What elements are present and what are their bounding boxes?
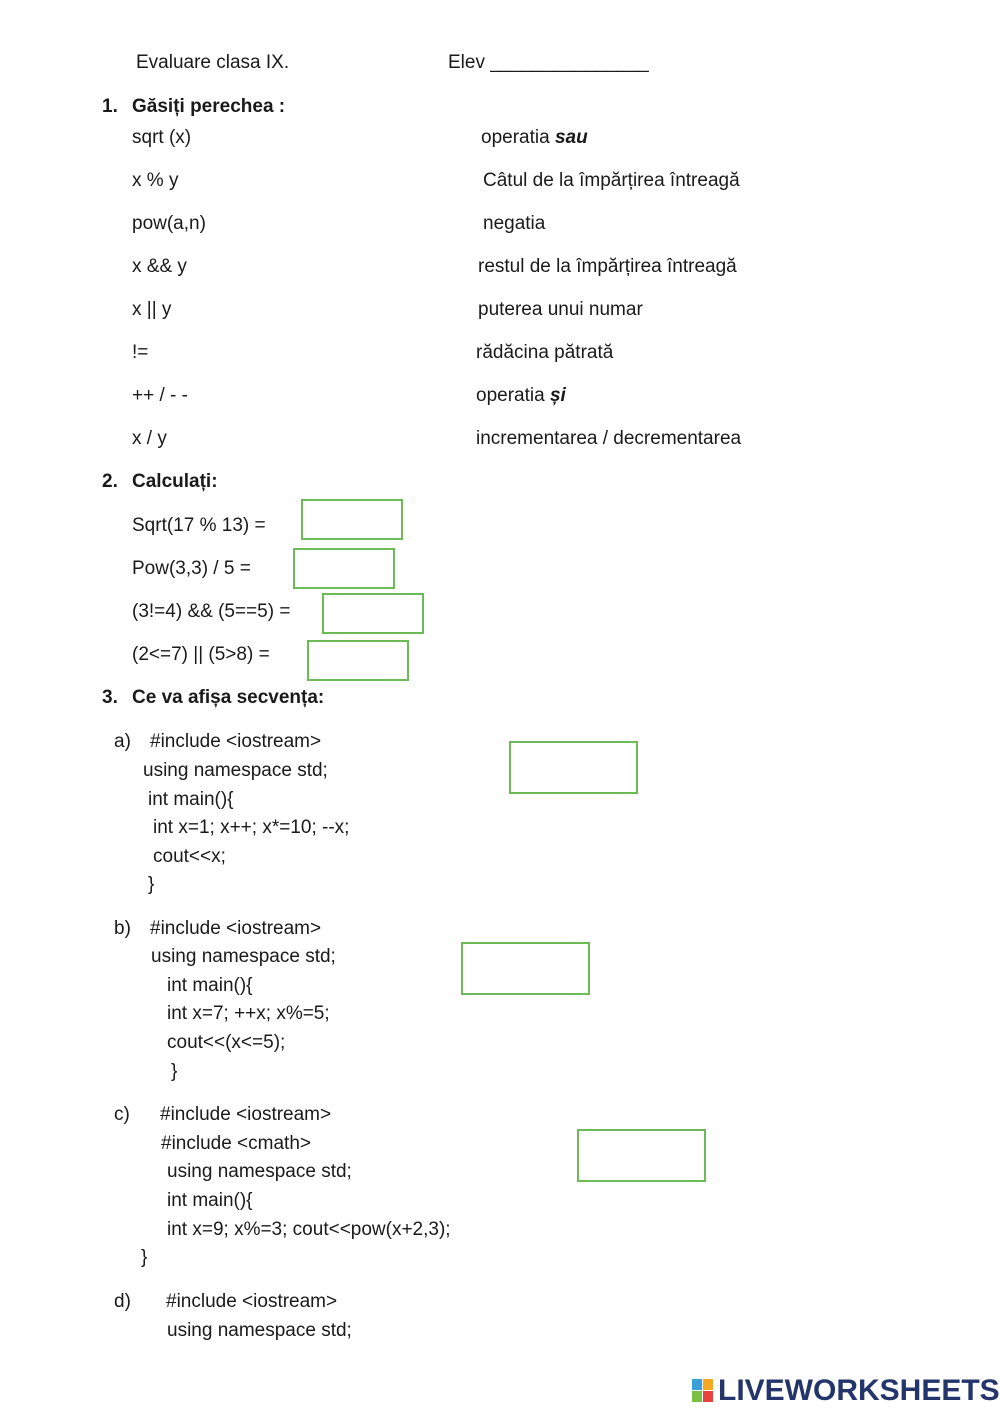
code-line: using namespace std; — [151, 946, 336, 967]
q1-right-item: negatia — [483, 213, 546, 234]
q2-title: Calculați: — [132, 471, 218, 492]
q1-left-item: x % y — [132, 170, 179, 191]
code-line: int main(){ — [167, 975, 253, 996]
q2-answer-box-4[interactable] — [307, 640, 409, 681]
student-name-label: Elev _______________ — [448, 52, 649, 73]
code-line: using namespace std; — [167, 1161, 352, 1182]
q1-left-item: x && y — [132, 256, 187, 277]
code-line: using namespace std; — [167, 1320, 352, 1341]
q3c-answer-box[interactable] — [577, 1129, 706, 1182]
q3a-answer-box[interactable] — [509, 741, 638, 794]
q1-left-item: x || y — [132, 299, 172, 320]
q2-answer-box-2[interactable] — [293, 548, 395, 589]
code-line: using namespace std; — [143, 760, 328, 781]
q1-emphasis: sau — [554, 127, 588, 148]
liveworksheets-brand: LIVEWORKSHEETS — [718, 1374, 1000, 1407]
code-line: } — [148, 874, 155, 895]
q1-right-item: incrementarea / decrementarea — [476, 428, 742, 449]
liveworksheets-icon — [692, 1379, 714, 1403]
q1-left-item: pow(a,n) — [132, 213, 206, 234]
q1-right-item: restul de la împărțirea întreagă — [478, 256, 737, 277]
code-line: } — [141, 1247, 148, 1268]
q2-answer-box-3[interactable] — [322, 593, 424, 634]
q2-answer-box-1[interactable] — [301, 499, 403, 540]
q1-right-item: operatia sau — [481, 127, 588, 148]
q2-number: 2. — [102, 471, 118, 492]
q3a-label: a) — [114, 731, 131, 752]
code-line: int x=9; x%=3; cout<<pow(x+2,3); — [167, 1219, 451, 1240]
q2-expression: Pow(3,3) / 5 = — [132, 558, 251, 579]
q3d-label: d) — [114, 1291, 131, 1312]
code-line: #include <iostream> — [160, 1104, 332, 1125]
q3-number: 3. — [102, 687, 118, 708]
q3b-label: b) — [114, 918, 131, 939]
q1-right-item: rădăcina pătrată — [476, 342, 614, 363]
q1-right-item: puterea unui numar — [478, 299, 643, 320]
q2-expression: (2<=7) || (5>8) = — [132, 644, 270, 665]
code-line: cout<<(x<=5); — [167, 1032, 286, 1053]
class-title: Evaluare clasa IX. — [136, 52, 290, 73]
q1-left-item: x / y — [132, 428, 167, 449]
code-line: int x=7; ++x; x%=5; — [167, 1003, 330, 1024]
q1-left-item: sqrt (x) — [132, 127, 192, 148]
q3b-answer-box[interactable] — [461, 942, 590, 995]
code-line: int x=1; x++; x*=10; --x; — [153, 817, 350, 838]
q2-expression: (3!=4) && (5==5) = — [132, 601, 291, 622]
q1-number: 1. — [102, 96, 118, 117]
code-line: } — [171, 1061, 178, 1082]
code-line: int main(){ — [148, 789, 234, 810]
q3-title: Ce va afișa secvența: — [132, 687, 325, 708]
q1-left-item: != — [132, 342, 149, 363]
code-line: #include <iostream> — [166, 1291, 338, 1312]
code-line: cout<<x; — [153, 846, 226, 867]
code-line: #include <iostream> — [150, 918, 322, 939]
q1-left-item: ++ / - - — [132, 385, 188, 406]
q1-title: Găsiți perechea : — [132, 96, 286, 117]
code-line: #include <cmath> — [161, 1133, 311, 1154]
q1-right-item: Câtul de la împărțirea întreagă — [483, 170, 740, 191]
q3c-label: c) — [114, 1104, 130, 1125]
q1-emphasis: și — [549, 385, 566, 406]
q1-right-item: operatia și — [476, 385, 566, 406]
code-line: #include <iostream> — [150, 731, 322, 752]
q2-expression: Sqrt(17 % 13) = — [132, 515, 266, 536]
code-line: int main(){ — [167, 1190, 253, 1211]
